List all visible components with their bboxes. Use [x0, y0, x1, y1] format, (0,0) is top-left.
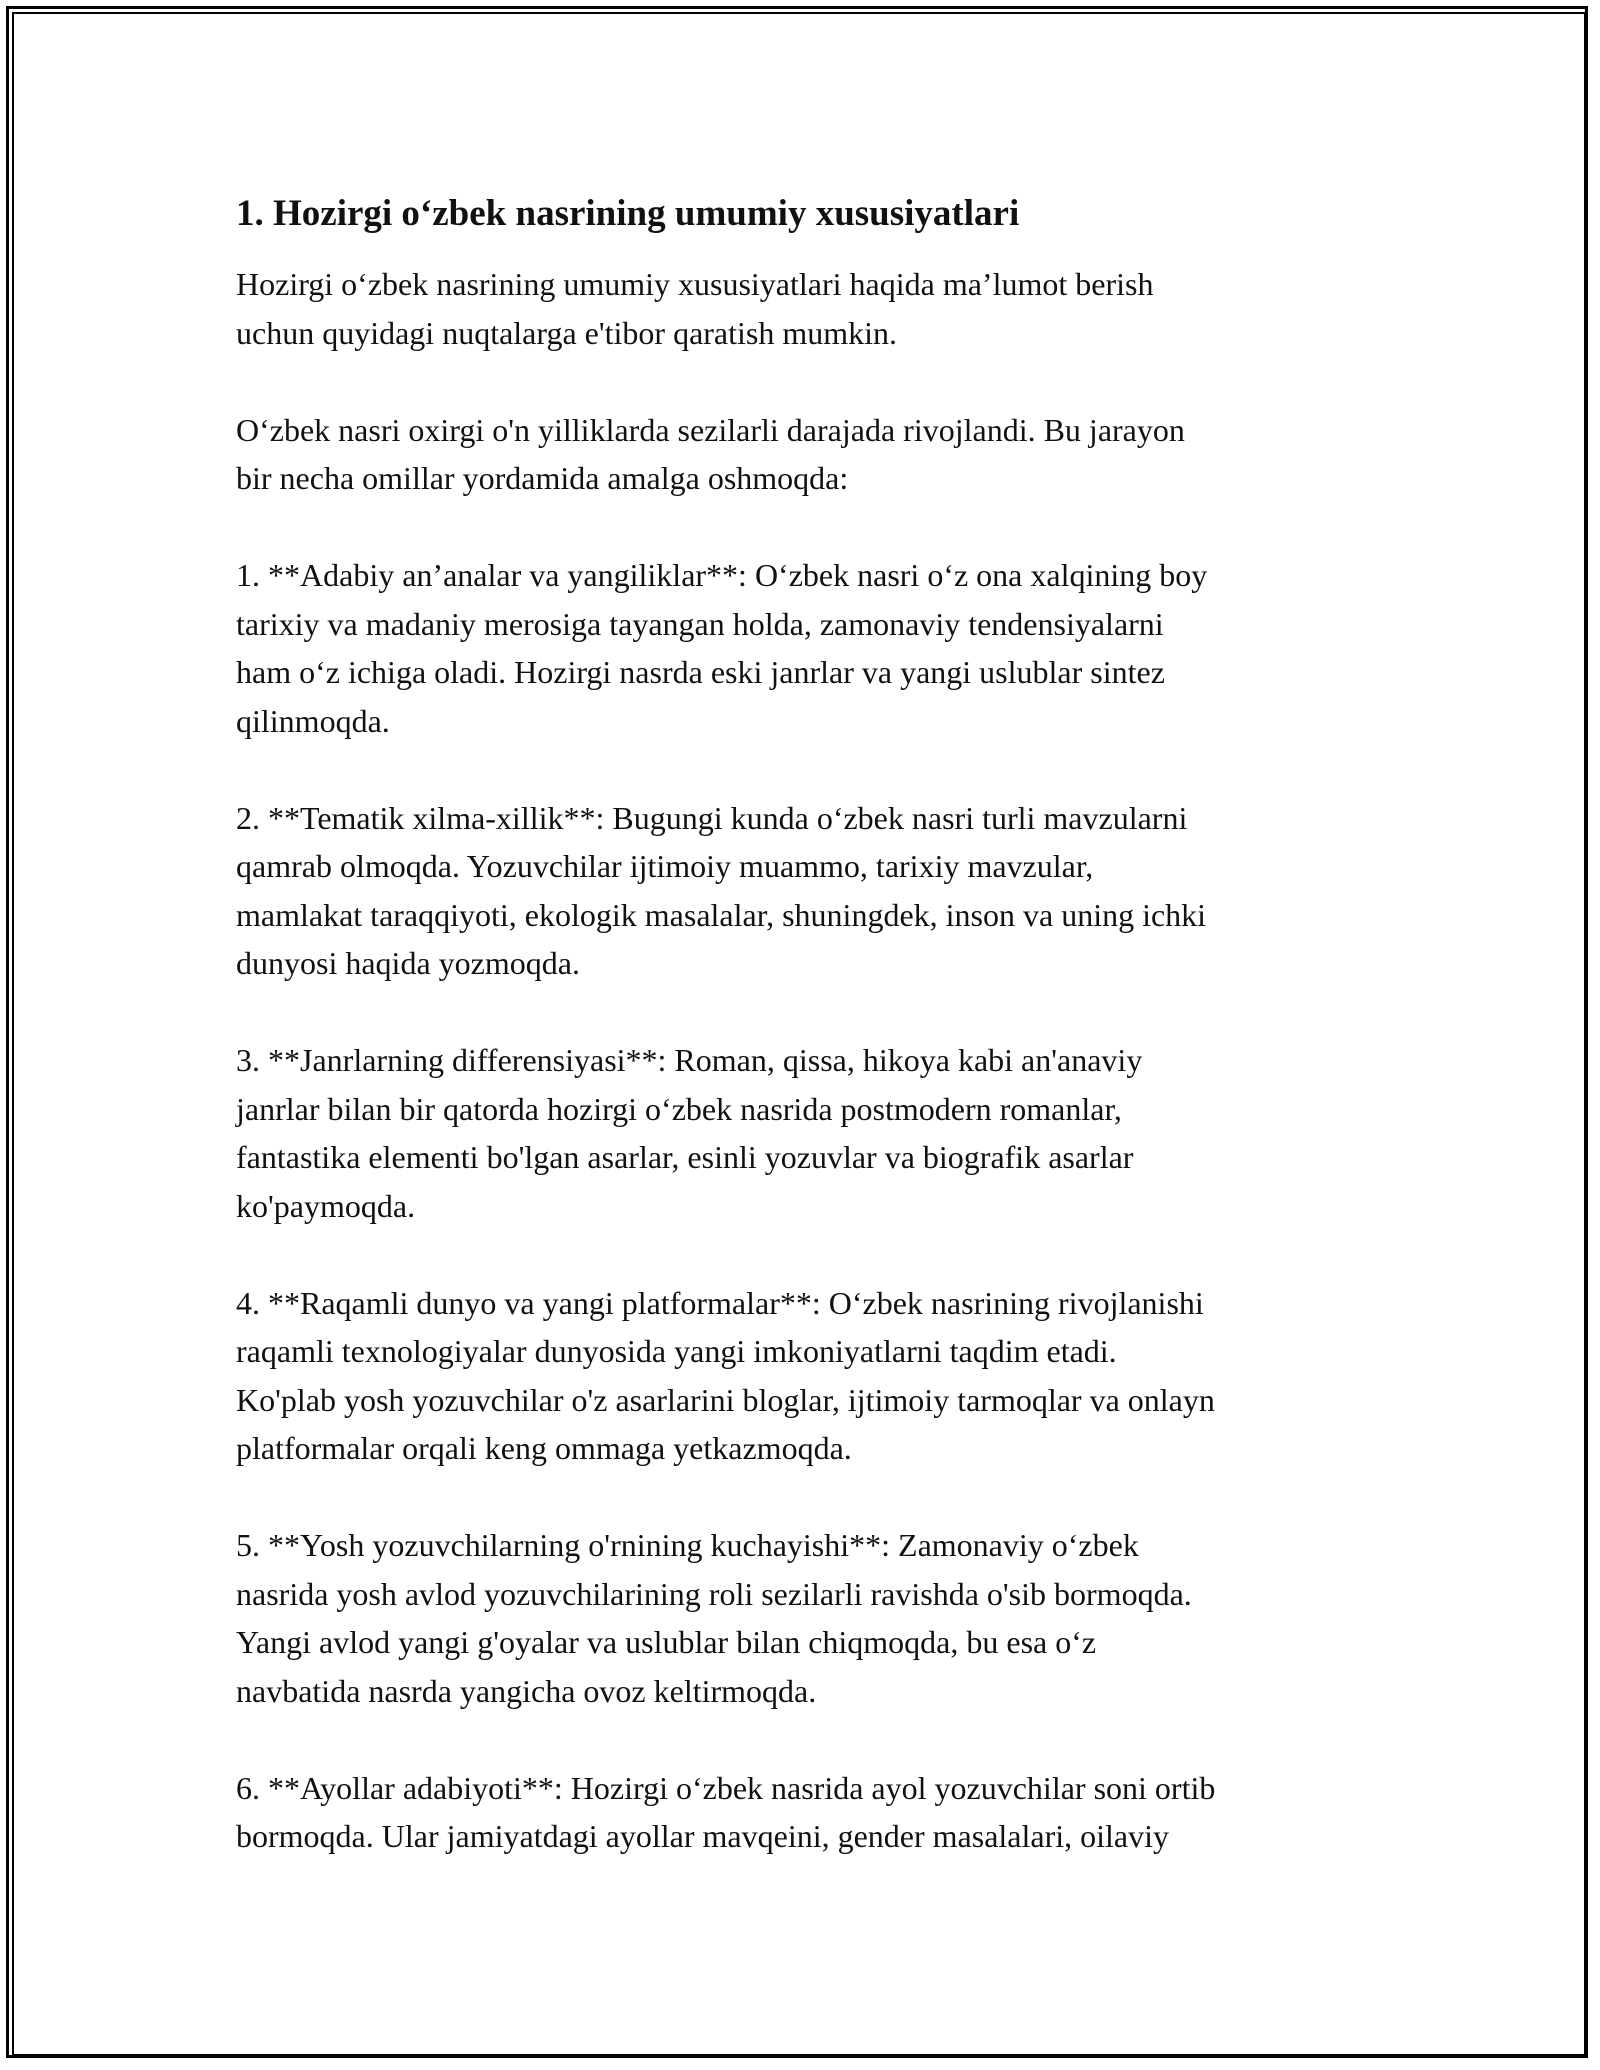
- document-body: [236, 190, 1386, 1861]
- section-heading: 1. Hozirgi o‘zbek nasrining umumiy xususiyatlari: [236, 193, 1020, 234]
- list-item-1: 1. **Adabiy an’analar va yangiliklar**: O‘zbek nasri o‘z ona xalqining boy tarixiy va madaniy merosiga tayangan holda, zamonaviy tendensiyalarni ham o‘z ichiga oladi. Hozirgi nasrda eski janrlar va yangi uslublar sintez qilinmoqda.: [236, 557, 1208, 739]
- list-item-4: 4. **Raqamli dunyo va yangi platformalar**: O‘zbek nasrining rivojlanishi raqamli texnologiyalar dunyosida yangi imkoniyatlarni taqdim etadi. Ko'plab yosh yozuvchilar o'z asarlarini bloglar, ijtimoiy tarmoqlar va onlayn platformalar orqali keng ommaga yetkazmoqda.: [236, 1284, 1215, 1466]
- paragraph-context: O‘zbek nasri oxirgi o'n yilliklarda sezilarli darajada rivojlandi. Bu jarayon bir necha omillar yordamida amalga oshmoqda:: [236, 411, 1185, 496]
- list-item-3: 3. **Janrlarning differensiyasi**: Roman, qissa, hikoya kabi an'anaviy janrlar bilan bir qatorda hozirgi o‘zbek nasrida postmodern romanlar, fantastika elementi bo'lgan asarlar, esinli yozuvlar va biografik asarlar ko'paymoqda.: [236, 1042, 1143, 1224]
- list-item-6: 6. **Ayollar adabiyoti**: Hozirgi o‘zbek nasrida ayol yozuvchilar soni ortib bormoqda. Ular jamiyatdagi ayollar mavqeini, gender masalalari, oilaviy: [236, 1769, 1216, 1854]
- list-item-2: 2. **Tematik xilma-xillik**: Bugungi kunda o‘zbek nasri turli mavzularni qamrab olmoqda. Yozuvchilar ijtimoiy muammo, tarixiy mavzular, mamlakat taraqqiyoti, ekologik masalalar, shuningdek, inson va uning ichki dunyosi haqida yozmoqda.: [236, 799, 1207, 981]
- list-item-5: 5. **Yosh yozuvchilarning o'rnining kuchayishi**: Zamonaviy o‘zbek nasrida yosh avlod yozuvchilarining roli sezilarli ravishda o'sib bormoqda. Yangi avlod yangi g'oyalar va uslublar bilan chiqmoqda, bu esa o‘z navbatida nasrda yangicha ovoz keltirmoqda.: [236, 1527, 1192, 1709]
- paragraph-intro: Hozirgi o‘zbek nasrining umumiy xususiyatlari haqida ma’lumot berish uchun quyidagi nuqtalarga e'tibor qaratish mumkin.: [236, 266, 1154, 351]
